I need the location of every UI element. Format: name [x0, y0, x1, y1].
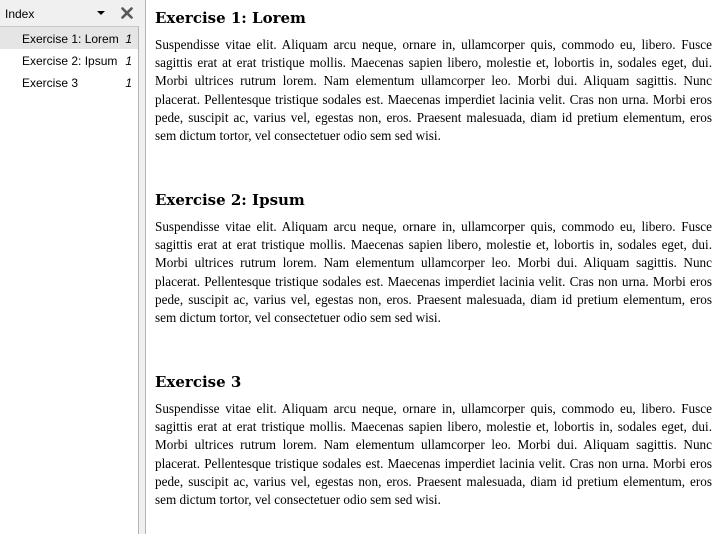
index-item-exercise-1[interactable] — [0, 27, 138, 49]
index-item-page: 1 — [125, 54, 132, 68]
close-icon[interactable] — [120, 6, 134, 20]
index-item-label: Exercise 3 — [22, 76, 79, 90]
index-item-page: 1 — [125, 32, 132, 46]
index-item-page: 1 — [125, 76, 132, 90]
section-exercise-1 — [155, 9, 712, 145]
section-heading: Exercise 2: Ipsum — [155, 191, 305, 209]
section-body: Suspendisse vitae elit. Aliquam arcu neque, ornare in, ullamcorper quis, commodo eu, libero. Fusce sagittis erat at erat tristique mollis. Maecenas sapien libero, molestie et, lobortis in, sodales eget, dui. Morbi ultrices rutrum lorem. Nam elementum ullamcorper leo. Morbi dui. Aliquam sagittis. Nunc placerat. Pellentesque tristique sodales est. Maecenas imperdiet lacinia velit. Cras non urna. Morbi eros pede, suscipit ac, varius vel, egestas non, eros. Praesent malesuada, diam id pretium elementum, eros sem dictum tortor, vel consectetuer odio sem sed wisi. — [155, 37, 712, 144]
index-panel-title: Index — [5, 7, 35, 21]
document-page — [145, 0, 718, 534]
section-exercise-3 — [155, 373, 712, 509]
section-heading: Exercise 3 — [155, 373, 242, 391]
index-item-label: Exercise 1: Lorem — [22, 32, 119, 46]
index-panel — [0, 0, 139, 534]
index-item-label: Exercise 2: Ipsum — [22, 54, 118, 68]
index-item-exercise-2[interactable] — [0, 49, 138, 71]
section-body: Suspendisse vitae elit. Aliquam arcu neque, ornare in, ullamcorper quis, commodo eu, libero. Fusce sagittis erat at erat tristique mollis. Maecenas sapien libero, molestie et, lobortis in, sodales eget, dui. Morbi ultrices rutrum lorem. Nam elementum ullamcorper leo. Morbi dui. Aliquam sagittis. Nunc placerat. Pellentesque tristique sodales est. Maecenas imperdiet lacinia velit. Cras non urna. Morbi eros pede, suscipit ac, varius vel, egestas non, eros. Praesent malesuada, diam id pretium elementum, eros sem dictum tortor, vel consectetuer odio sem sed wisi. — [155, 401, 712, 508]
section-heading: Exercise 1: Lorem — [155, 9, 306, 27]
index-item-exercise-3[interactable] — [0, 71, 138, 93]
section-body: Suspendisse vitae elit. Aliquam arcu neque, ornare in, ullamcorper quis, commodo eu, libero. Fusce sagittis erat at erat tristique mollis. Maecenas sapien libero, molestie et, lobortis in, sodales eget, dui. Morbi ultrices rutrum lorem. Nam elementum ullamcorper leo. Morbi dui. Aliquam sagittis. Nunc placerat. Pellentesque tristique sodales est. Maecenas imperdiet lacinia velit. Cras non urna. Morbi eros pede, suscipit ac, varius vel, egestas non, eros. Praesent malesuada, diam id pretium elementum, eros sem dictum tortor, vel consectetuer odio sem sed wisi. — [155, 219, 712, 326]
section-exercise-2 — [155, 191, 712, 327]
chevron-down-icon[interactable] — [97, 11, 105, 15]
index-list — [0, 26, 139, 534]
index-panel-header — [0, 0, 139, 26]
